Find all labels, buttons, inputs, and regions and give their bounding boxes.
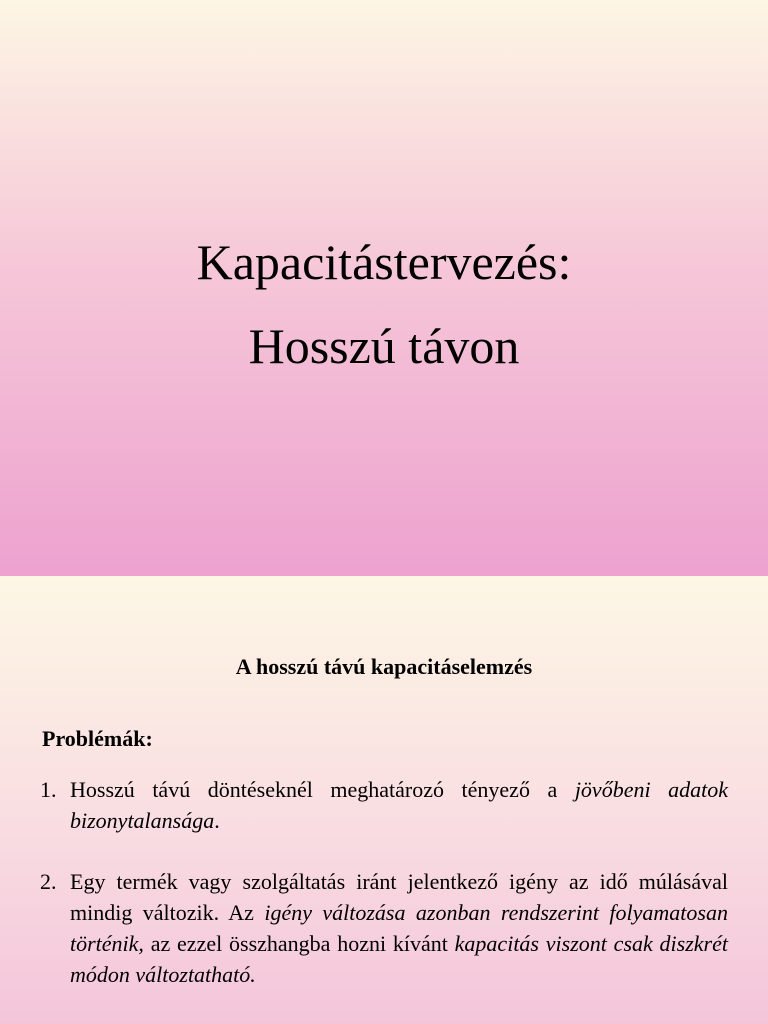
content-slide: [0, 576, 768, 1024]
section-heading: A hosszú távú kapacitáselemzés: [235, 654, 533, 679]
italic-segment: jövőbeni adatok bizonytalansága: [70, 777, 728, 833]
slide-title: [0, 220, 768, 388]
text-segment: Hosszú távú döntéseknél meghatározó tényező a: [70, 777, 575, 802]
text-segment: az ezzel összhangba hozni kívánt: [143, 931, 455, 956]
italic-segment: kapacitás viszont csak diszkrét módon változtatható.: [70, 931, 728, 987]
text-segment: Egy termék vagy szolgáltatás iránt jelentkező igény az idő múlásával mindig változik. Az: [70, 869, 728, 925]
list-item: [40, 774, 728, 836]
text-segment: .: [214, 808, 220, 833]
list-item-text: [70, 866, 728, 990]
list-item: [40, 866, 728, 990]
list-item-number: 2.: [40, 869, 57, 894]
title-line-1: Kapacitástervezés:: [196, 234, 572, 290]
list-item-text: [70, 774, 728, 836]
italic-segment: igény változása azonban rendszerint folyamatosan történik,: [70, 900, 728, 956]
list-item-number: 1.: [40, 777, 57, 802]
title-line-2: Hosszú távon: [248, 318, 520, 374]
problems-label: Problémák:: [42, 726, 153, 751]
